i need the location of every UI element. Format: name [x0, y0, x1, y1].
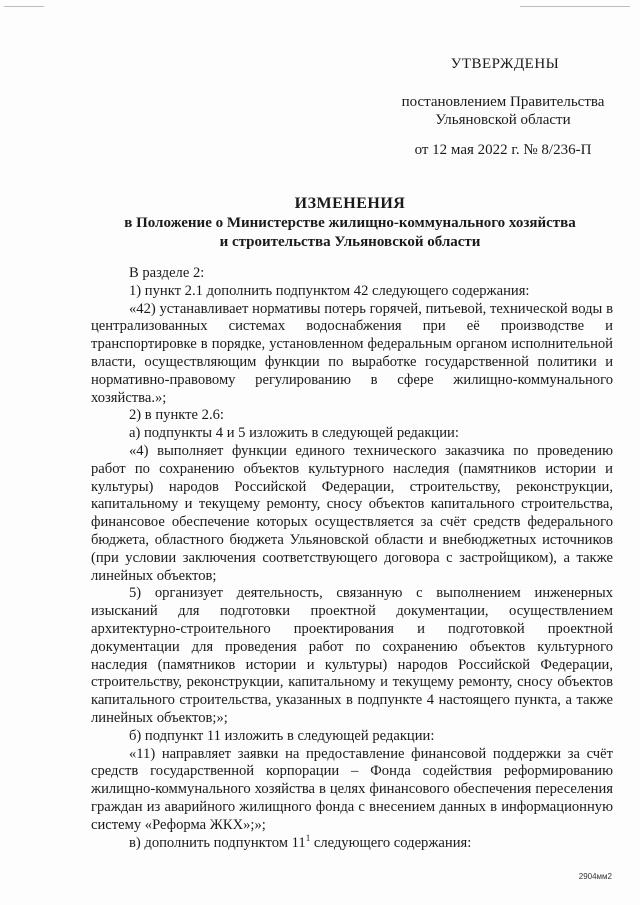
paragraph-subitem-11: «11) направляет заявки на предоставление финансовой поддержки за счёт средств государственной корпорации – Фонда содействия реформированию жилищно-коммунального хозяйства в целях финансового обеспечения переселения граждан из аварийного жилищного фонда с внесением данных в информационную систему «Реформа ЖКХ»;»;: [91, 745, 613, 833]
resolution-date: от 12 мая 2022 г. № 8/236-П: [414, 142, 592, 158]
paragraph-subitem-4: «4) выполняет функции единого технического заказчика по проведению работ по сохранению объектов культурного наследия (памятников истории и культуры) народов Российской Федерации, строительству, реконструкции, капитальному и текущему ремонту, сносу объектов капитального строительства, финансовое обеспечение которых осуществляется за счёт средств федерального бюджета, областного бюджета Ульяновской области и внебюджетных источников (при условии заключения соответствующего договора с застройщиком), а также линейных объектов;: [91, 442, 613, 584]
paragraph-subitem-5: 5) организует деятельность, связанную с выполнением инженерных изысканий для подготовки проектной документации, осуществлением архитектурно-строительного проектирования и подготовкой проектной документации для проведения работ по сохранению объектов культурного наследия (памятников истории и культуры) народов Российской Федерации, строительству, реконструкции, капитальному и текущему ремонту, сносу объектов капитального строительства, указанных в подпункте 4 настоящего пункта, а также линейных объектов;»;: [91, 585, 613, 726]
scan-artifact-left: [4, 6, 44, 7]
footer-code: 2904мм2: [578, 872, 612, 881]
paragraph-subitem-v-end: следующего содержания:: [310, 834, 472, 851]
scan-artifact-right: [520, 6, 630, 7]
paragraph-subitem-a: а) подпункты 4 и 5 изложить в следующей редакции:: [129, 425, 459, 442]
paragraph-item-2: 2) в пункте 2.6:: [129, 407, 224, 424]
paragraph-section: В разделе 2:: [129, 265, 205, 281]
approved-heading: УТВЕРЖДЕНЫ: [450, 56, 560, 72]
title-line-2: и строительства Ульяновской области: [219, 234, 481, 250]
paragraph-subitem-v-start: в) дополнить подпунктом 11: [129, 834, 306, 851]
title-main: ИЗМЕНЕНИЯ: [294, 195, 406, 212]
paragraph-subitem-b: б) подпункт 11 изложить в следующей редакции:: [129, 727, 435, 744]
document-body: [91, 265, 613, 852]
paragraph-item-1: 1) пункт 2.1 дополнить подпунктом 42 следующего содержания:: [129, 282, 530, 299]
paragraph-subitem-v: [91, 832, 613, 853]
document-title: [60, 194, 640, 252]
resolution-line-2: Ульяновской области: [435, 112, 571, 128]
paragraph-subitem-42: «42) устанавливает нормативы потерь горячей, питьевой, технической воды в централизованных системах водоснабжения при её производстве и транспортировке в порядке, установленном федеральным органом исполнительной власти, осуществляющим функции по выработке государственной политики и нормативно-правовому регулированию в сфере жилищно-коммунального хозяйства.»;: [91, 300, 613, 406]
superscript-index: 1: [305, 832, 311, 843]
title-line-1: в Положение о Министерстве жилищно-коммунального хозяйства: [124, 215, 576, 231]
resolution-line-1: постановлением Правительства: [401, 94, 605, 110]
resolution-caption: [388, 93, 618, 129]
